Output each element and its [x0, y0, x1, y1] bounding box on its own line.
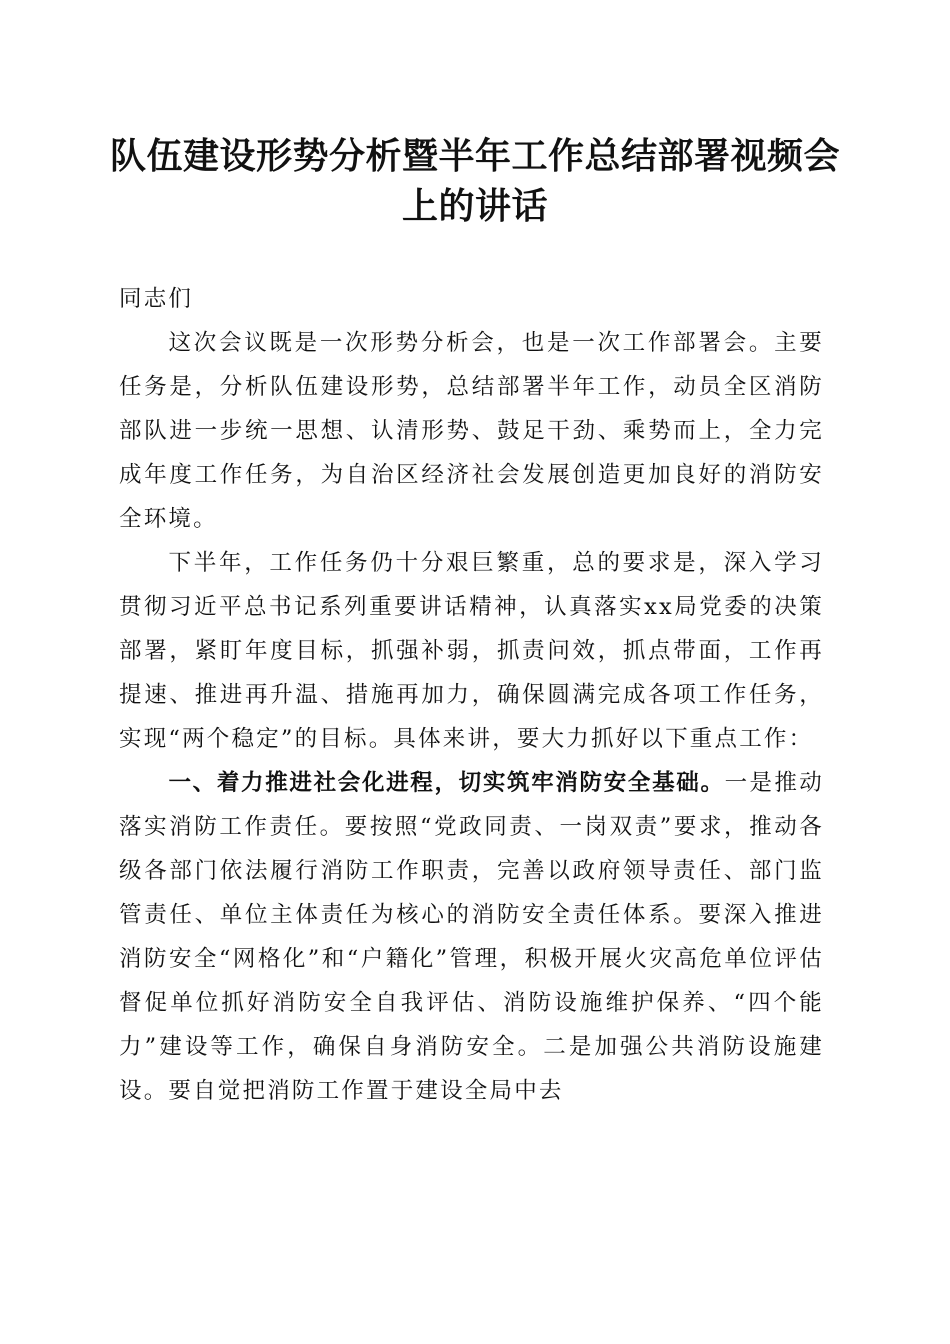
document-title: [110, 132, 840, 232]
paragraph-meeting-purpose: 这次会议既是一次形势分析会，也是一次工作部署会。主要任务是，分析队伍建设形势，总结部署半年工作，动员全区消防部队进一步统一思想、认清形势、鼓足干劲、乘势而上，全力完成年度工作任务，为自治区经济社会发展创造更加良好的消防安全环境。: [119, 330, 824, 532]
document-body: [119, 277, 824, 1113]
section-1-heading: 一、着力推进社会化进程，切实筑牢消防安全基础。: [168, 770, 725, 796]
paragraph-second-half-requirements: 下半年，工作任务仍十分艰巨繁重，总的要求是，深入学习贯彻习近平总书记系列重要讲话精神，认真落实xx局党委的决策部署，紧盯年度目标，抓强补弱，抓责问效，抓点带面，工作再提速、推进再升温、措施再加力，确保圆满完成各项工作任务，实现“两个稳定”的目标。具体来讲，要大力抓好以下重点工作：: [119, 550, 824, 752]
paragraph-section-1: [119, 761, 824, 1113]
title-line-2: 上的讲话: [401, 186, 548, 227]
section-1-text: 一是推动落实消防工作责任。要按照“党政同责、一岗双责”要求，推动各级各部门依法履行消防工作职责，完善以政府领导责任、部门监管责任、单位主体责任为核心的消防安全责任体系。要深入推进消防安全“网格化”和“户籍化”管理，积极开展火灾高危单位评估督促单位抓好消防安全自我评估、消防设施维护保养、“四个能力”建设等工作，确保自身消防安全。二是加强公共消防设施建设。要自觉把消防工作置于建设全局中去: [119, 770, 824, 1104]
salutation: 同志们: [119, 286, 194, 312]
title-line-1: 队伍建设形势分析暨半年工作总结部署视频会: [110, 136, 841, 177]
